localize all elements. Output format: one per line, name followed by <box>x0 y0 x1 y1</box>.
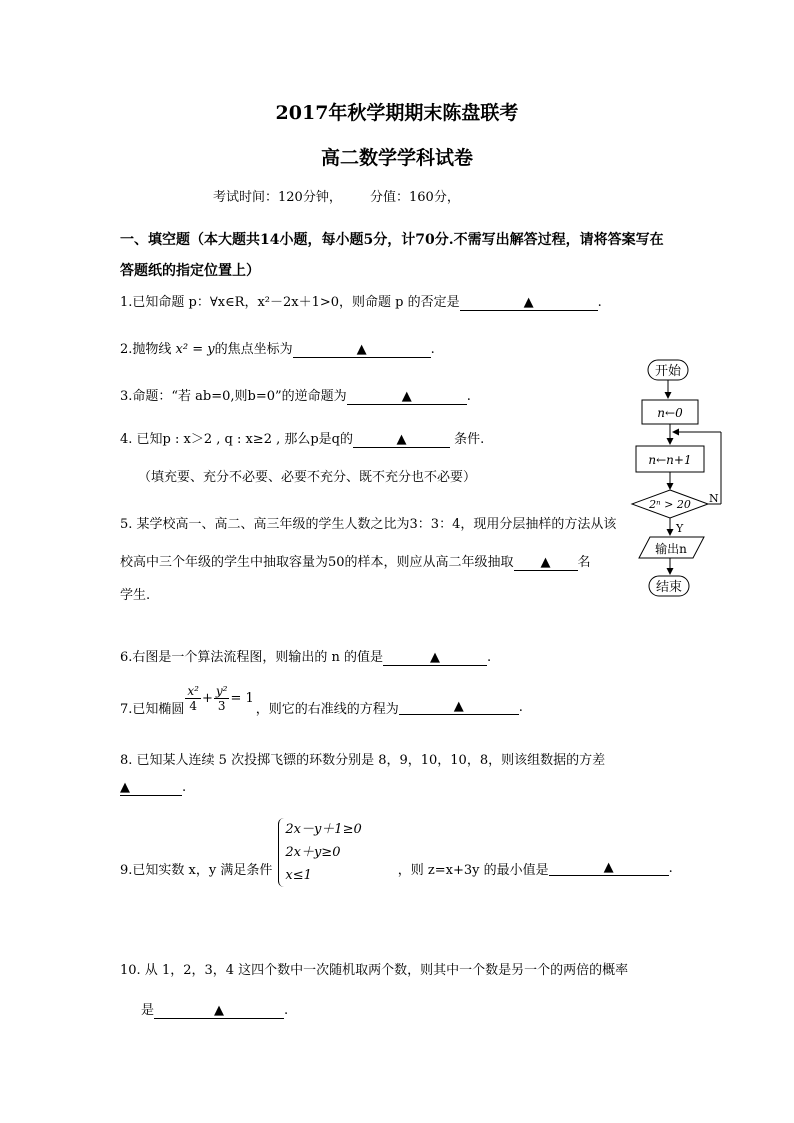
question-1 <box>120 291 602 311</box>
question-6-end: . <box>487 650 492 665</box>
question-10-prefix: 是 <box>141 1003 155 1018</box>
question-7-eq: = 1 <box>230 691 254 706</box>
answer-blank-5 <box>514 556 578 571</box>
answer-mark: ▲ <box>120 780 130 795</box>
answer-blank-3 <box>347 390 467 405</box>
question-6-text: 6.右图是一个算法流程图，则输出的 n 的值是 <box>120 650 384 665</box>
question-9 <box>120 818 673 887</box>
answer-mark: ▲ <box>453 699 464 714</box>
flow-condition-label: 2ⁿ > 20 <box>649 498 691 511</box>
answer-mark: ▲ <box>540 555 551 570</box>
question-4 <box>120 428 484 448</box>
fraction-numerator: x² <box>187 684 199 698</box>
question-8-line2 <box>120 780 186 796</box>
question-4-note: （填充要、充分不必要、必要不充分、既不充分也不必要） <box>138 470 477 485</box>
question-7 <box>120 680 523 717</box>
question-2-math: x² = y <box>175 342 215 357</box>
question-5-line2-suffix: 名 <box>577 555 591 570</box>
exam-time: 考试时间：120分钟， <box>213 190 342 205</box>
question-6 <box>120 646 491 666</box>
section-heading-line2: 答题纸的指定位置上） <box>120 263 260 279</box>
question-9-prefix: 9.已知实数 x，y 满足条件 <box>120 863 273 878</box>
answer-blank-6 <box>383 651 487 666</box>
question-7-plus: + <box>201 691 213 706</box>
question-5-line1: 5. 某学校高一、高二、高三年级的学生人数之比为3：3：4，现用分层抽样的方法从该 <box>120 517 617 532</box>
constraint-1: 2x－y＋1≥0 <box>285 822 362 837</box>
answer-blank-1 <box>460 296 598 311</box>
flow-yes-label: Y <box>676 522 684 535</box>
question-3-text: 3.命题：“若 ab=0,则b=0”的逆命题为 <box>120 389 347 404</box>
flow-init-label: n←0 <box>657 406 683 420</box>
section-heading-line1: 一、填空题（本大题共14小题，每小题5分，计70分.不需写出解答过程，请将答案写在 <box>120 232 664 248</box>
flow-no-label: N <box>709 492 719 505</box>
question-10-line1: 10. 从 1，2，3，4 这四个数中一次随机取两个数，则其中一个数是另一个的两倍的概率 <box>120 963 629 978</box>
fraction-denominator: 3 <box>217 699 226 713</box>
question-5-line3: 学生. <box>120 588 151 603</box>
flow-update-label: n←n+1 <box>648 453 692 467</box>
exam-title: 2017年秋学期期末陈盘联考 <box>275 102 519 124</box>
answer-mark: ▲ <box>523 295 534 310</box>
question-4-suffix: 条件. <box>454 432 485 447</box>
question-1-text: 1.已知命题 p：∀x∈R，x²－2x＋1>0，则命题 p 的否定是 <box>120 295 460 310</box>
question-1-end: . <box>597 295 602 310</box>
question-9-suffix: ，则 z=x+3y 的最小值是 <box>397 863 549 878</box>
answer-mark: ▲ <box>603 860 614 875</box>
question-2-prefix: 2.抛物线 <box>120 342 172 357</box>
question-9-end: . <box>668 861 673 876</box>
question-5-line2-text: 校高中三个年级的学生中抽取容量为50的样本，则应从高二年级抽取 <box>120 555 514 570</box>
question-8-end: . <box>182 780 187 795</box>
answer-blank-10 <box>154 1004 284 1019</box>
question-2-end: . <box>430 342 435 357</box>
answer-mark: ▲ <box>396 432 407 447</box>
flow-end-label: 结束 <box>655 580 683 595</box>
exam-score: 分值：160分， <box>370 190 460 205</box>
flow-output-label: 输出n <box>655 542 687 556</box>
answer-blank-4 <box>353 433 450 448</box>
answer-mark: ▲ <box>356 342 367 357</box>
question-2 <box>120 338 435 358</box>
answer-blank-7 <box>399 700 519 715</box>
fraction-denominator: 4 <box>189 699 198 713</box>
question-7-end: . <box>518 700 523 715</box>
question-2-suffix: 的焦点坐标为 <box>214 342 293 357</box>
question-4-text: 4. 已知p : x＞2 , q : x≥2 , 那么p是q的 <box>120 432 354 447</box>
question-8-line1: 8. 已知某人连续 5 次投掷飞镖的环数分别是 8，9，10，10，8，则该组数据的方差 <box>120 753 606 768</box>
fraction-numerator: y² <box>215 684 228 698</box>
question-3 <box>120 385 471 405</box>
algorithm-flowchart <box>625 352 735 604</box>
answer-blank-2 <box>293 343 431 358</box>
answer-mark: ▲ <box>401 389 412 404</box>
answer-mark: ▲ <box>214 1003 225 1018</box>
question-7-suffix: ，则它的右准线的方程为 <box>255 702 399 717</box>
constraint-2: 2x＋y≥0 <box>285 845 341 860</box>
constraint-system <box>278 818 361 887</box>
answer-blank-8 <box>120 781 182 796</box>
question-3-end: . <box>466 389 471 404</box>
answer-blank-9 <box>549 861 669 876</box>
ellipse-fraction-y <box>214 684 230 713</box>
exam-subtitle: 高二数学学科试卷 <box>320 147 473 169</box>
question-10-line2 <box>141 999 288 1019</box>
answer-mark: ▲ <box>430 650 441 665</box>
constraint-3: x≤1 <box>285 868 312 883</box>
question-7-prefix: 7.已知椭圆 <box>120 702 185 717</box>
ellipse-fraction-x <box>185 684 201 713</box>
flow-start-label: 开始 <box>654 364 682 379</box>
question-5-line2 <box>120 551 591 571</box>
question-10-end: . <box>284 1003 289 1018</box>
